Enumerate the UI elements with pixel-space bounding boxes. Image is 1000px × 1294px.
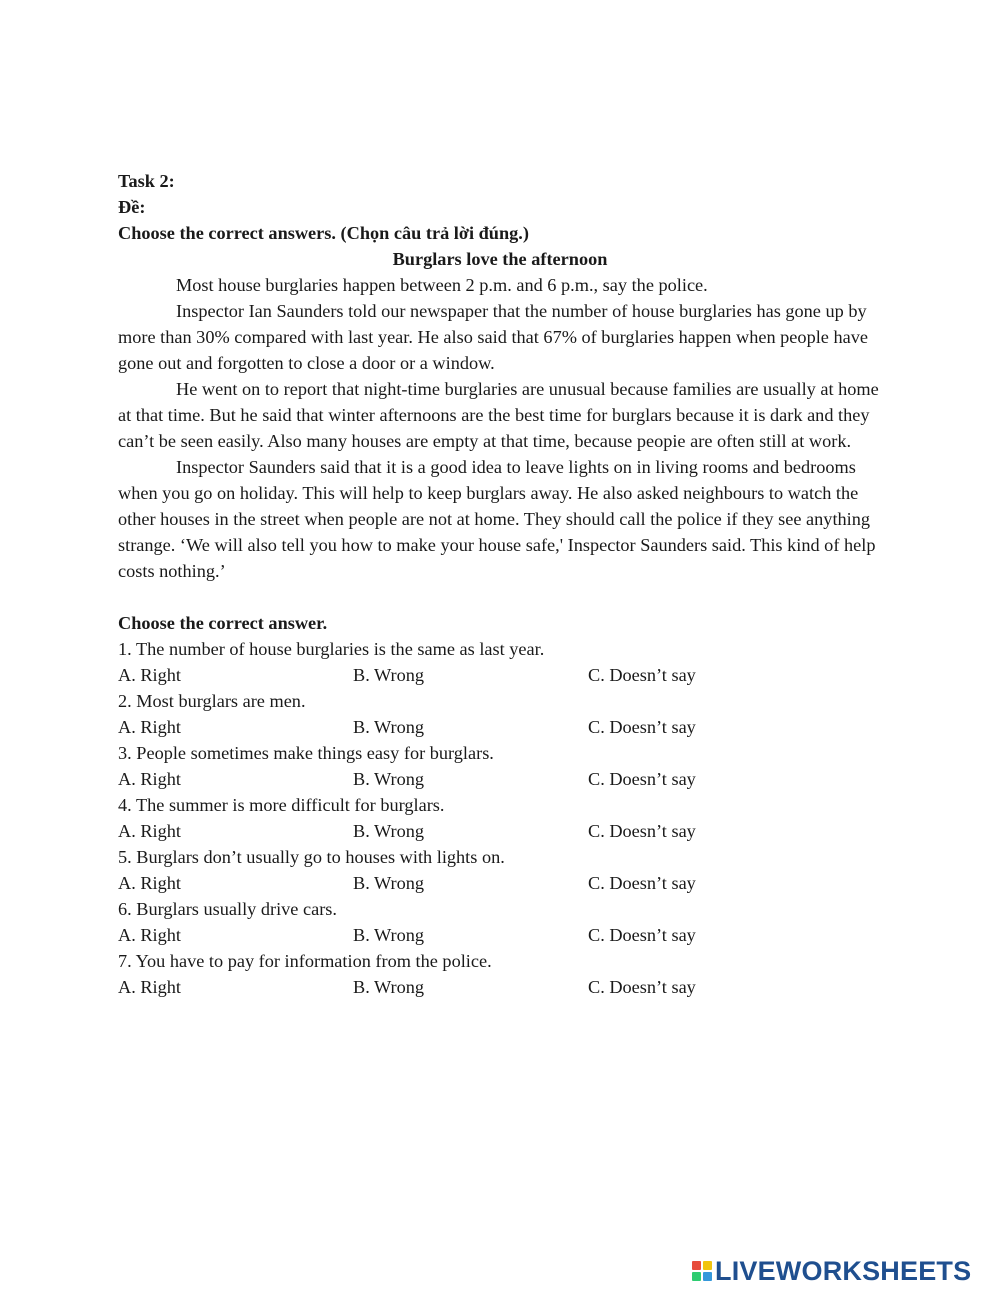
- question-text: 2. Most burglars are men.: [118, 691, 306, 711]
- article-paragraph: He went on to report that night-time burglaries are unusual because families are usually at home at that time. But he said that winter afternoons are the best time for burglars because it is dark and they can’t be seen easily. Also many houses are empty at that time, because peopie are often still at work.: [118, 379, 879, 451]
- answer-options: [118, 662, 888, 688]
- option-right[interactable]: A. Right: [118, 717, 181, 737]
- quiz-heading: Choose the correct answer.: [118, 613, 328, 633]
- option-right[interactable]: A. Right: [118, 665, 181, 685]
- option-right[interactable]: A. Right: [118, 769, 181, 789]
- logo-square: [692, 1261, 701, 1270]
- logo-square: [703, 1272, 712, 1281]
- article-paragraph: Inspector Ian Saunders told our newspaper that the number of house burglaries has gone up by more than 30% compared with last year. He also said that 67% of burglaries happen when people have gone out and forgotten to close a door or a window.: [118, 301, 868, 373]
- article-paragraph: Most house burglaries happen between 2 p.m. and 6 p.m., say the police.: [176, 275, 708, 295]
- question-text: 5. Burglars don’t usually go to houses with lights on.: [118, 847, 505, 867]
- question-text: 6. Burglars usually drive cars.: [118, 899, 337, 919]
- spacer: [118, 584, 888, 610]
- option-doesnt-say[interactable]: C. Doesn’t say: [588, 665, 696, 685]
- option-doesnt-say[interactable]: C. Doesn’t say: [588, 977, 696, 997]
- liveworksheets-logo-icon: [692, 1261, 712, 1281]
- question-2: [118, 688, 888, 740]
- liveworksheets-logo[interactable]: [692, 1256, 971, 1286]
- question-5: [118, 844, 888, 896]
- option-doesnt-say[interactable]: C. Doesn’t say: [588, 717, 696, 737]
- option-right[interactable]: A. Right: [118, 977, 181, 997]
- question-text: 4. The summer is more difficult for burglars.: [118, 795, 445, 815]
- answer-options: [118, 974, 888, 1000]
- option-right[interactable]: A. Right: [118, 925, 181, 945]
- answer-options: [118, 766, 888, 792]
- worksheet-page: [118, 168, 888, 1000]
- article-paragraph: Inspector Saunders said that it is a good idea to leave lights on in living rooms and bedrooms when you go on holiday. This will help to keep burglars away. He also asked neighbours to watch the other houses in the street when people are not at home. They should call the police if they see anything strange. ‘We will also tell you how to make your house safe,' Inspector Saunders said. This kind of help costs nothing.’: [118, 457, 876, 581]
- task-label: Task 2:: [118, 171, 175, 191]
- question-text: 3. People sometimes make things easy for burglars.: [118, 743, 494, 763]
- option-doesnt-say[interactable]: C. Doesn’t say: [588, 769, 696, 789]
- option-wrong[interactable]: B. Wrong: [353, 665, 425, 685]
- option-doesnt-say[interactable]: C. Doesn’t say: [588, 873, 696, 893]
- option-wrong[interactable]: B. Wrong: [353, 977, 425, 997]
- option-right[interactable]: A. Right: [118, 873, 181, 893]
- instruction: Choose the correct answers. (Chọn câu trả lời đúng.): [118, 223, 529, 243]
- answer-options: [118, 870, 888, 896]
- option-wrong[interactable]: B. Wrong: [353, 769, 425, 789]
- answer-options: [118, 714, 888, 740]
- question-4: [118, 792, 888, 844]
- option-doesnt-say[interactable]: C. Doesn’t say: [588, 925, 696, 945]
- question-1: [118, 636, 888, 688]
- article-title: Burglars love the afternoon: [392, 249, 608, 269]
- option-wrong[interactable]: B. Wrong: [353, 821, 425, 841]
- logo-text: LIVEWORKSHEETS: [715, 1255, 972, 1286]
- option-wrong[interactable]: B. Wrong: [353, 925, 425, 945]
- logo-square: [692, 1272, 701, 1281]
- question-6: [118, 896, 888, 948]
- answer-options: [118, 922, 888, 948]
- question-3: [118, 740, 888, 792]
- option-wrong[interactable]: B. Wrong: [353, 873, 425, 893]
- logo-square: [703, 1261, 712, 1270]
- de-label: Đề:: [118, 197, 146, 217]
- question-7: [118, 948, 888, 1000]
- answer-options: [118, 818, 888, 844]
- question-text: 1. The number of house burglaries is the same as last year.: [118, 639, 545, 659]
- question-text: 7. You have to pay for information from the police.: [118, 951, 492, 971]
- option-doesnt-say[interactable]: C. Doesn’t say: [588, 821, 696, 841]
- option-wrong[interactable]: B. Wrong: [353, 717, 425, 737]
- option-right[interactable]: A. Right: [118, 821, 181, 841]
